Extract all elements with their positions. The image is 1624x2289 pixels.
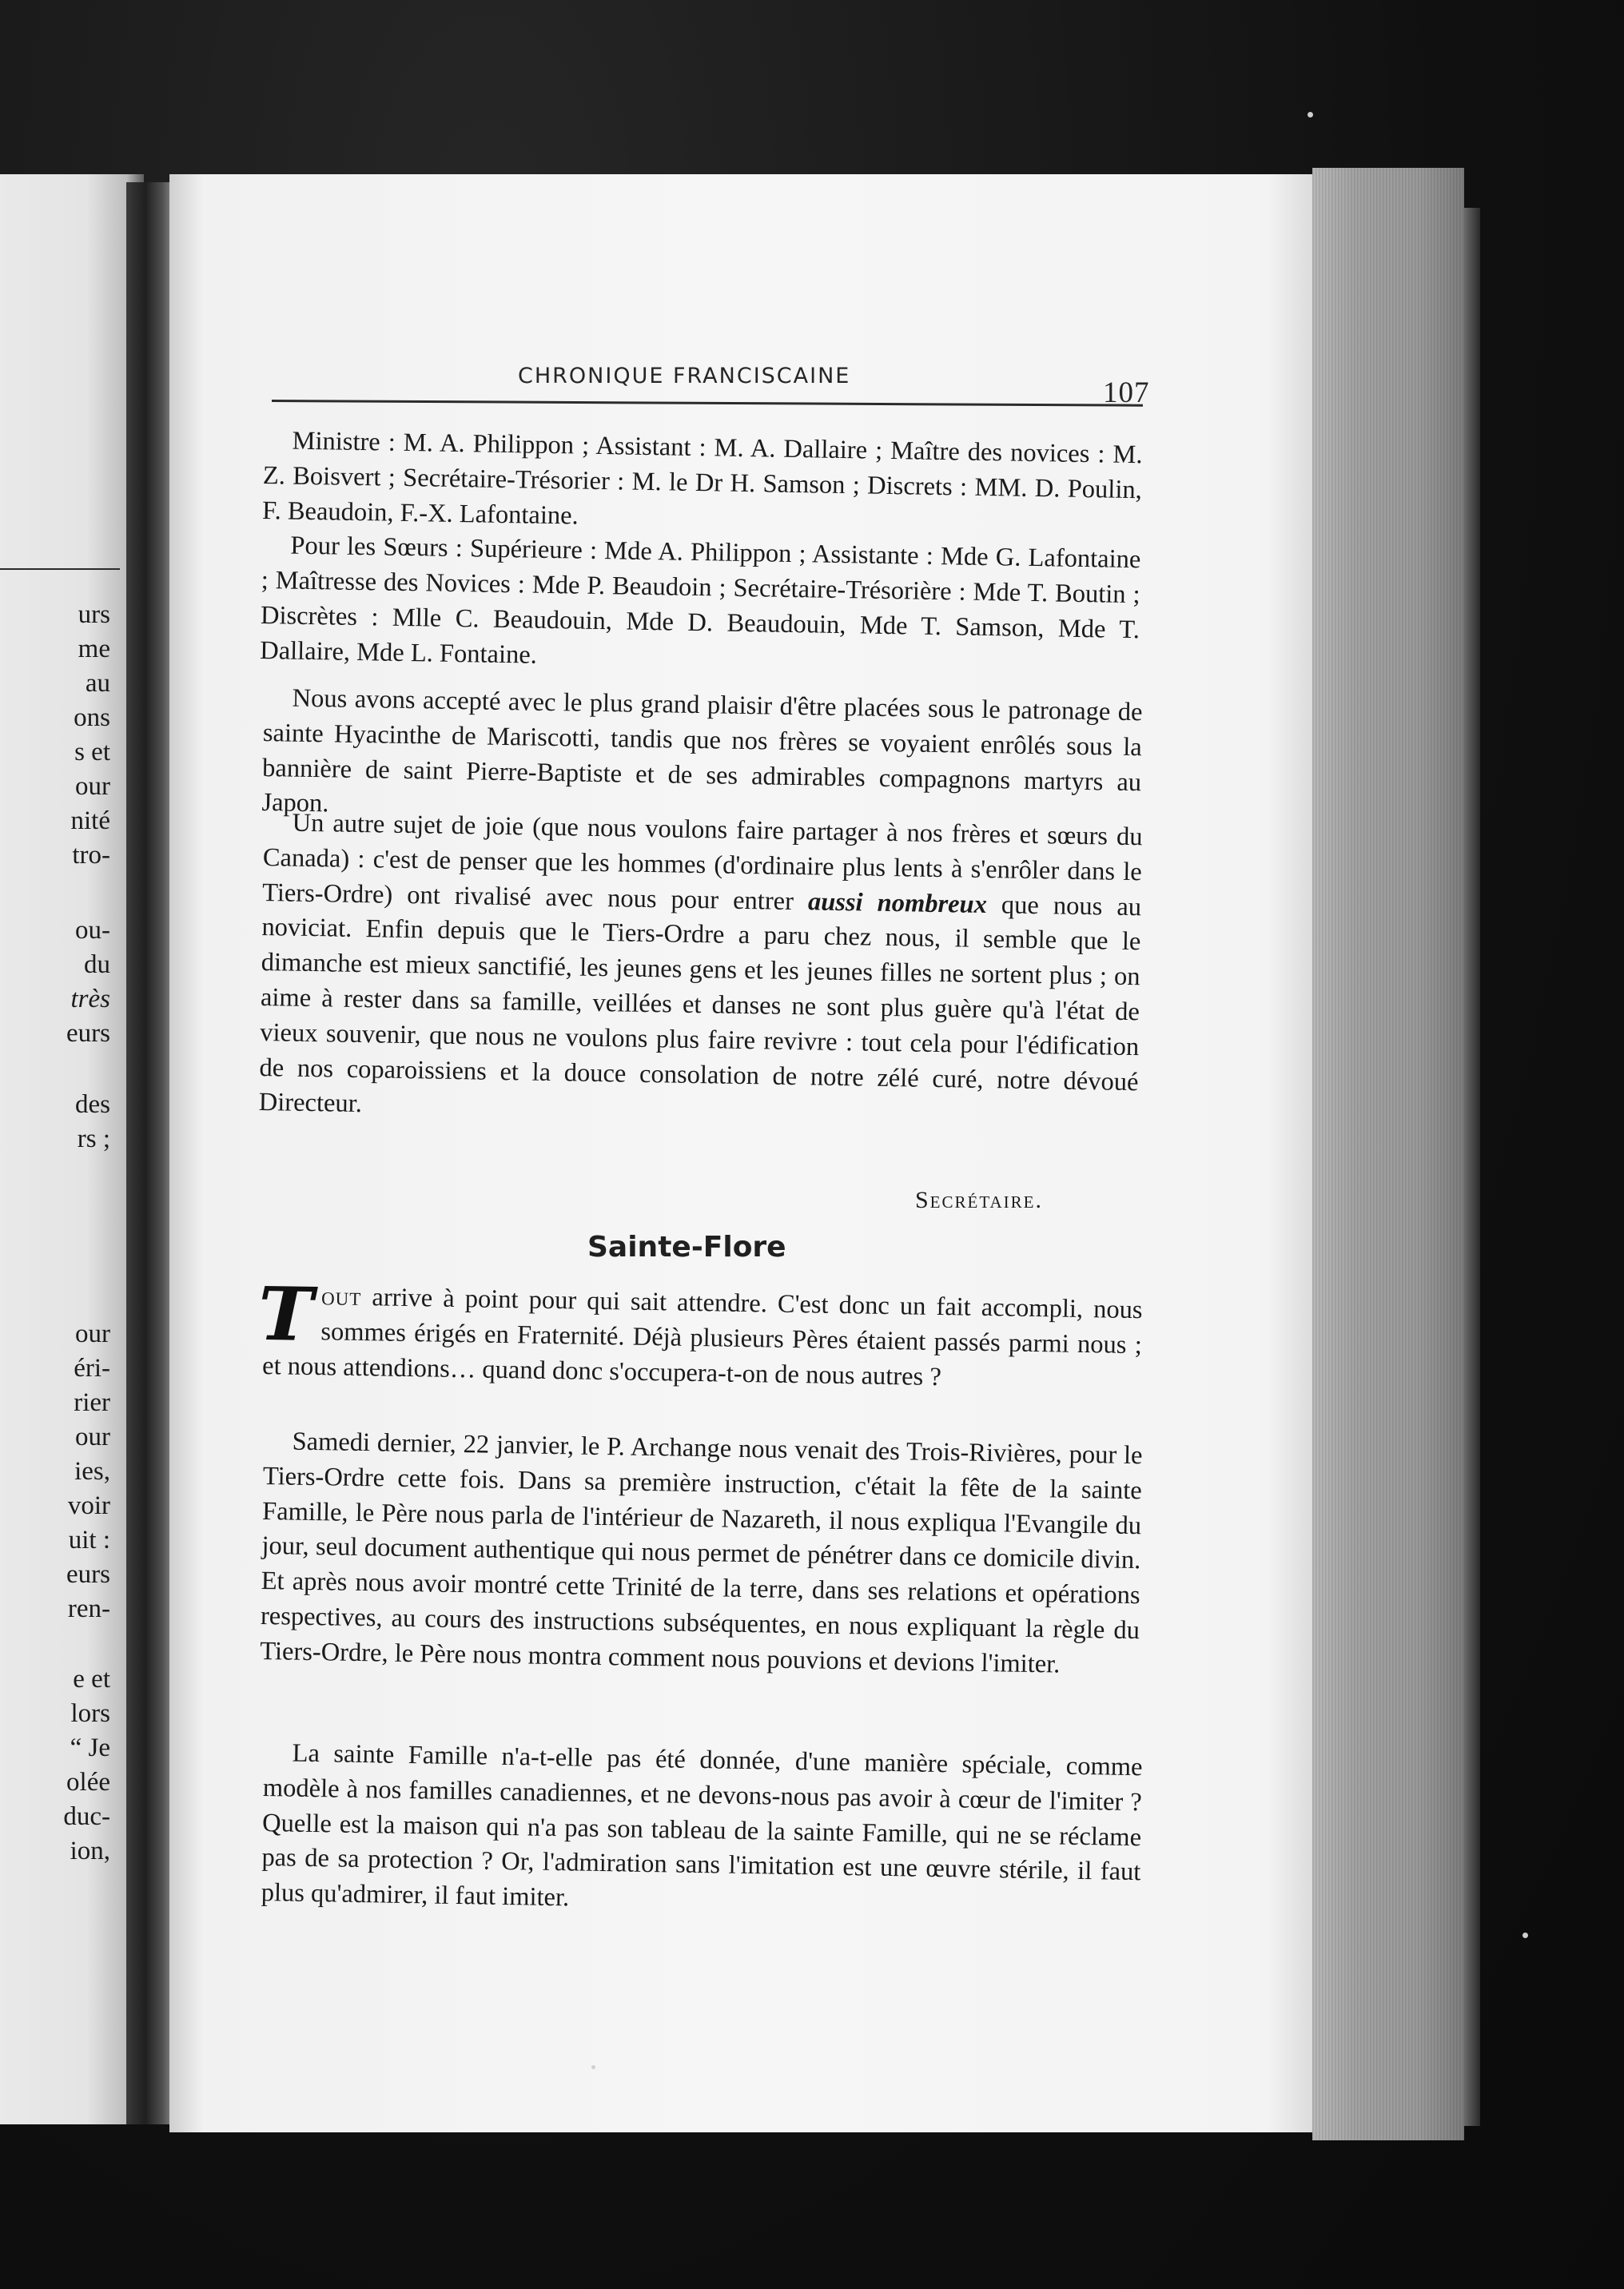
book-edge-shadow xyxy=(1464,208,1480,2126)
left-fragment: our xyxy=(75,1423,110,1451)
left-fragment: e et xyxy=(73,1665,110,1694)
saturday-text: Samedi dernier, 22 janvier, le P. Archange nous venait des Trois-Rivières, pour le Tiers-Ordre cette fois. Dans sa première instruction, c'était la fête de la sainte Famille, le Père nous parla de l'intérieur de Nazareth, il nous expliqua l'Evangile du jour, seul document authentique qui nous permet de pénétrer dans ce domicile divin. Et après nous avoir montré cette Trinité de la terre, dans ses relations et opérations respectives, au cours des instructions subséquentes, en nous expliquant la règle du Tiers-Ordre, le Père nous montra comment nous pouvions et devions l'imiter. xyxy=(259,1427,1143,1679)
left-fragment: our xyxy=(75,772,110,801)
left-fragment: du xyxy=(84,950,110,979)
fraternity-lead: out xyxy=(320,1282,362,1312)
officers-text: : M. A. Philippon ; Assistant : M. A. Dallaire ; Maître des novices : M. Z. Boisvert ; Secrétaire-Trésorier : M. le Dr H. Samson ; Discrets : MM. D. Poulin, F. Beaudoin, F.-X. Lafontaine. xyxy=(261,428,1143,531)
left-fragment: ies, xyxy=(74,1457,110,1486)
left-fragment: très xyxy=(70,985,110,1013)
left-fragment: au xyxy=(85,669,110,698)
left-fragment: rs ; xyxy=(77,1125,110,1153)
holy-family-paragraph xyxy=(261,1736,1142,1925)
holy-family-text: La sainte Famille n'a-t-elle pas été donnée, d'une manière spéciale, comme modèle à nos familles canadiennes, et ne devons-nous pas avoir à cœur de l'imiter ? Quelle est la maison qui n'a pas son tableau de la sainte Famille, qui ne se réclame pas de sa protection ? Or, l'admiration sans l'imitation est une œuvre stérile, il faut plus qu'admirer, il faut imiter. xyxy=(261,1738,1143,1913)
left-fragment: tro- xyxy=(72,841,110,870)
joy-paragraph xyxy=(258,806,1142,1135)
left-fragment: voir xyxy=(67,1491,110,1520)
joy-text-before: Un autre sujet de joie (que nous voulons faire partager à nos frères et sœurs du Canada) : c'est de penser que les hommes (d'ordinaire plus lents à s'enrôler dans le Tiers-Ordre) ont rivalisé avec nous pour entrer xyxy=(261,808,1143,916)
left-fragment: lors xyxy=(70,1699,110,1728)
left-fragment: our xyxy=(75,1320,110,1348)
left-fragment: ons xyxy=(74,703,110,732)
fraternity-text: arrive à point pour qui sait attendre. C'est donc un fait accompli, nous sommes érigés en Fraternité. Déjà plusieurs Pères étaient passés parmi nous ; et nous attendions… quand donc s'occupera-t-on de nous autres ? xyxy=(261,1283,1143,1391)
left-fragment: “ Je xyxy=(70,1734,110,1762)
left-fragment: nité xyxy=(70,806,110,835)
dust-speck xyxy=(1308,112,1313,117)
saturday-paragraph xyxy=(260,1424,1143,1684)
left-fragment: uit : xyxy=(68,1526,110,1555)
left-fragment: rier xyxy=(74,1388,110,1417)
left-page-rule xyxy=(0,568,120,570)
left-fragment: ou- xyxy=(75,916,110,945)
page-number: 107 xyxy=(1103,376,1150,409)
left-fragment: ion, xyxy=(70,1837,110,1865)
sisters-paragraph: Pour les Sœurs : Supérieure : Mde A. Philippon ; Assistante : Mde G. Lafontaine ; Maîtresse des Novices : Mde P. Beaudoin ; Secrétaire-Trésorière : Mde T. Boutin ; Discrètes : Mlle C. Beaudouin, Mde D. Beaudouin, Mde T. Samson, Mde T. Dallaire, Mde L. Fontaine. xyxy=(259,531,1141,670)
book-page-edges xyxy=(1312,168,1464,2140)
patronage-text: Nous avons accepté avec le plus grand plaisir d'être placées sous le patronage de sainte Hyacinthe de Mariscotti, tandis que nos frères se voyaient enrôlés sous la bannière de saint Pierre-Baptiste et de ses admirables compagnons martyrs au Japon. xyxy=(261,683,1143,818)
left-fragment: me xyxy=(78,635,110,663)
left-fragment: eurs xyxy=(66,1019,110,1048)
book-gutter xyxy=(126,182,174,2124)
joy-text-after: que nous au noviciat. Enfin depuis que le Tiers-Ordre a paru chez nous, il semble que le dimanche est mieux sanctifié, les jeunes gens et les jeunes filles ne sortent plus ; on aime à rester dans sa famille, veillées et danses ne sont plus guère qu'à l'état de vieux souvenir, que nous ne voulons plus faire revivre : tout cela pour l'édification de nos coparoissiens et la douce consolation de notre zélé curé, notre dévoué Directeur. xyxy=(258,890,1142,1119)
dust-speck xyxy=(1522,1933,1528,1938)
fraternity-paragraph xyxy=(257,1270,1143,1399)
dust-speck xyxy=(591,2065,595,2069)
left-fragment: urs xyxy=(78,600,110,629)
left-fragment: éri- xyxy=(74,1354,110,1383)
left-fragment: ren- xyxy=(67,1594,110,1623)
section-title: Sainte-Flore xyxy=(587,1231,786,1264)
drop-cap: T xyxy=(257,1270,314,1359)
joy-emphasis: aussi nombreux xyxy=(807,886,988,919)
left-fragment: olée xyxy=(66,1768,110,1797)
officers-paragraph xyxy=(260,424,1143,683)
left-page xyxy=(0,174,144,2124)
left-fragment: s et xyxy=(74,738,110,766)
left-fragment: eurs xyxy=(66,1560,110,1589)
left-fragment: duc- xyxy=(63,1802,110,1831)
running-head: CHRONIQUE FRANCISCAINE xyxy=(518,364,851,388)
officers-lead: Ministre xyxy=(292,426,381,457)
signature: Secrétaire. xyxy=(915,1187,1043,1213)
left-fragment: des xyxy=(75,1090,110,1119)
